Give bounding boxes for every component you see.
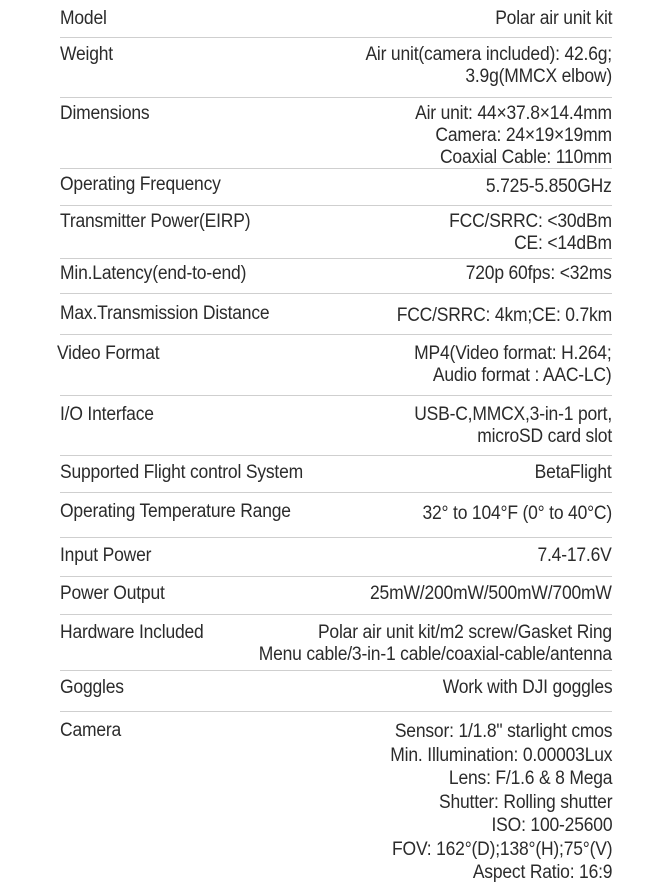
spec-label: Weight xyxy=(60,44,113,65)
spec-value: MP4(Video format: H.264; Audio format : AAC-LC) xyxy=(414,343,612,386)
spec-value: 25mW/200mW/500mW/700mW xyxy=(370,583,612,604)
spec-value: Air unit(camera included): 42.6g; 3.9g(MMCX elbow) xyxy=(365,44,612,87)
spec-label: Operating Temperature Range xyxy=(60,501,291,522)
spec-label: Dimensions xyxy=(60,103,150,124)
row-divider xyxy=(60,455,612,456)
spec-value: Sensor: 1/1.8" starlight cmos Min. Illumination: 0.00003Lux Lens: F/1.6 & 8 Mega Shutter: Rolling shutter ISO: 100-25600 FOV: 162°(D);138°(H);75°(V) Aspect Ratio: 16:9 xyxy=(389,721,612,883)
spec-label: Goggles xyxy=(60,677,124,698)
row-divider xyxy=(60,293,612,294)
row-divider xyxy=(60,37,612,38)
row-divider xyxy=(60,258,612,259)
spec-label: Transmitter Power(EIRP) xyxy=(60,211,251,232)
spec-label: Supported Flight control System xyxy=(60,462,304,483)
spec-value: FCC/SRRC: <30dBm CE: <14dBm xyxy=(449,211,612,254)
row-divider xyxy=(60,576,612,577)
row-divider xyxy=(60,670,612,671)
spec-label: Video Format xyxy=(57,343,160,364)
spec-value: FCC/SRRC: 4km;CE: 0.7km xyxy=(396,305,612,326)
spec-value: USB-C,MMCX,3-in-1 port, microSD card slot xyxy=(414,404,612,447)
spec-value: 7.4-17.6V xyxy=(537,545,612,566)
spec-value: 5.725-5.850GHz xyxy=(486,176,612,197)
spec-value: Polar air unit kit/m2 screw/Gasket Ring Menu cable/3-in-1 cable/coaxial-cable/antenna xyxy=(258,622,612,665)
spec-value: 32° to 104°F (0° to 40°C) xyxy=(422,503,612,524)
row-divider xyxy=(60,168,612,169)
spec-label: I/O Interface xyxy=(60,404,154,425)
spec-value: Air unit: 44×37.8×14.4mm Camera: 24×19×19mm Coaxial Cable: 110mm xyxy=(415,103,612,168)
spec-value: 720p 60fps: <32ms xyxy=(465,263,612,284)
spec-label: Input Power xyxy=(60,545,152,566)
spec-label: Power Output xyxy=(60,583,165,604)
row-divider xyxy=(60,334,612,335)
row-divider xyxy=(60,205,612,206)
spec-value: Work with DJI goggles xyxy=(442,677,612,698)
spec-label: Min.Latency(end-to-end) xyxy=(60,263,247,284)
row-divider xyxy=(60,537,612,538)
row-divider xyxy=(60,492,612,493)
row-divider xyxy=(60,97,612,98)
row-divider xyxy=(60,711,612,712)
spec-label: Camera xyxy=(60,720,122,741)
row-divider xyxy=(60,614,612,615)
spec-value: Polar air unit kit xyxy=(494,8,612,29)
spec-label: Hardware Included xyxy=(60,622,204,643)
row-divider xyxy=(60,395,612,396)
spec-label: Max.Transmission Distance xyxy=(60,303,270,324)
spec-label: Operating Frequency xyxy=(60,174,221,195)
spec-label: Model xyxy=(60,8,107,29)
spec-value: BetaFlight xyxy=(535,462,612,483)
